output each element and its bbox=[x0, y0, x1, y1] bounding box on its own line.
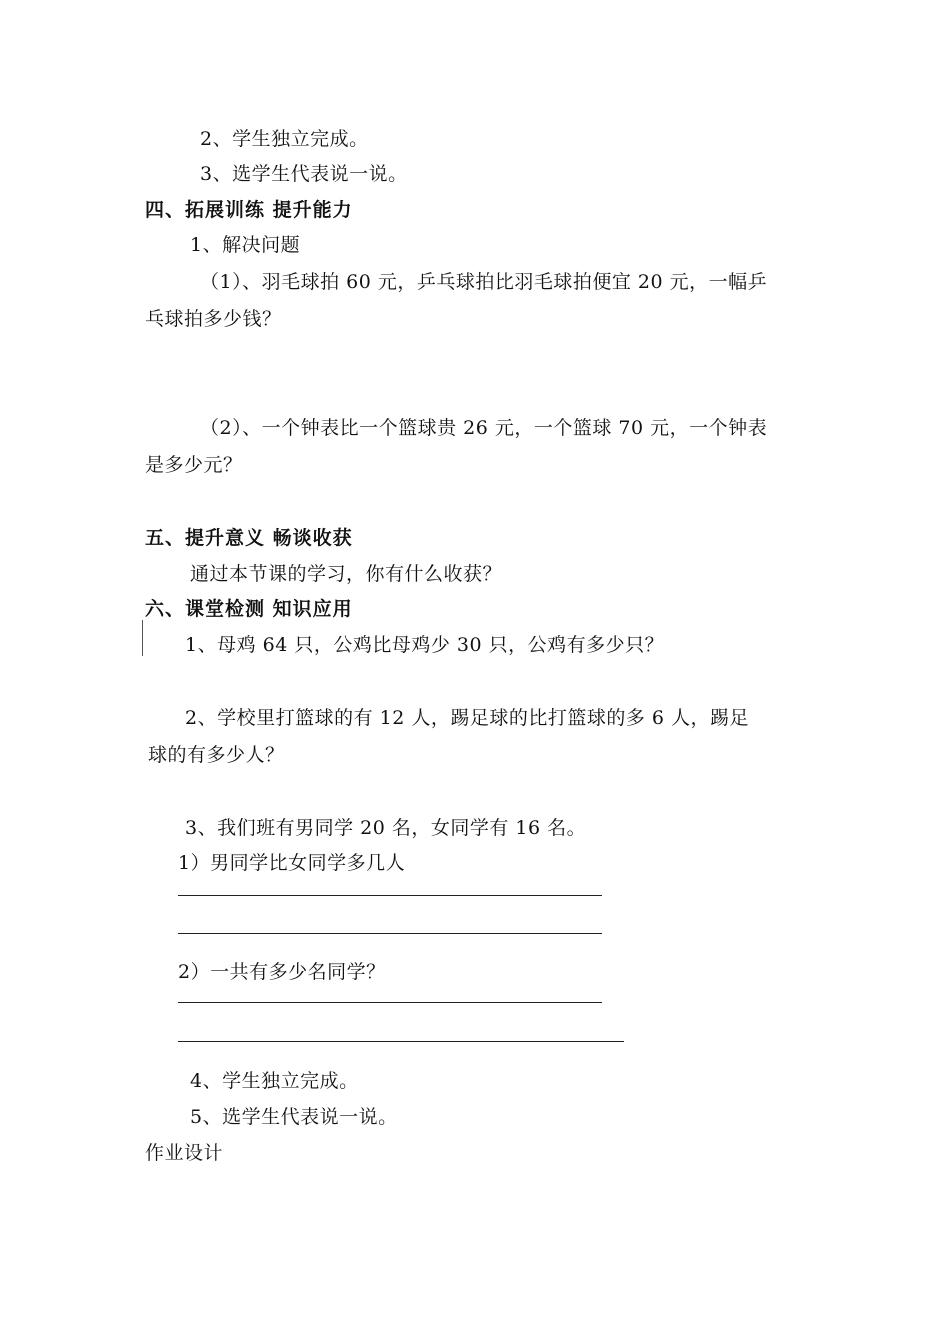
check-question-3-sub-1: 1）男同学比女同学多几人 bbox=[178, 852, 406, 874]
answer-blank-3 bbox=[178, 1002, 602, 1003]
problem-2-line-1: （2）、一个钟表比一个篮球贵 26 元，一个篮球 70 元，一个钟表 bbox=[200, 417, 768, 439]
check-question-2-line-1: 2、学校里打篮球的有 12 人，踢足球的比打篮球的多 6 人，踢足 bbox=[185, 707, 750, 729]
section-4-heading: 四、拓展训练 提升能力 bbox=[145, 199, 353, 221]
problem-2-line-2: 是多少元？ bbox=[145, 454, 243, 476]
section-6-heading: 六、课堂检测 知识应用 bbox=[145, 598, 353, 620]
section-4-sub-1: 1、解决问题 bbox=[190, 234, 301, 256]
check-question-3-sub-2: 2）一共有多少名同学？ bbox=[178, 961, 386, 983]
section-5-prompt: 通过本节课的学习，你有什么收获？ bbox=[190, 563, 503, 585]
check-question-3: 3、我们班有男同学 20 名，女同学有 16 名。 bbox=[185, 817, 587, 839]
answer-blank-1 bbox=[178, 895, 602, 896]
answer-blank-2 bbox=[178, 933, 602, 934]
section-5-heading: 五、提升意义 畅谈收获 bbox=[145, 527, 353, 549]
step-3-text: 3、选学生代表说一说。 bbox=[200, 163, 408, 185]
problem-1-line-2: 乓球拍多少钱？ bbox=[145, 308, 282, 330]
homework-design-title: 作业设计 bbox=[145, 1142, 224, 1164]
check-question-1: 1、母鸡 64 只，公鸡比母鸡少 30 只，公鸡有多少只？ bbox=[185, 634, 665, 656]
problem-1-line-1: （1）、羽毛球拍 60 元，乒乓球拍比羽毛球拍便宜 20 元，一幅乒 bbox=[200, 271, 768, 293]
answer-blank-4 bbox=[178, 1041, 624, 1042]
check-question-2-line-2: 球的有多少人？ bbox=[148, 744, 285, 766]
step-2-text: 2、学生独立完成。 bbox=[200, 128, 369, 150]
step-5-text: 5、选学生代表说一说。 bbox=[190, 1106, 398, 1128]
margin-mark bbox=[142, 620, 143, 656]
step-4-text: 4、学生独立完成。 bbox=[190, 1070, 359, 1092]
